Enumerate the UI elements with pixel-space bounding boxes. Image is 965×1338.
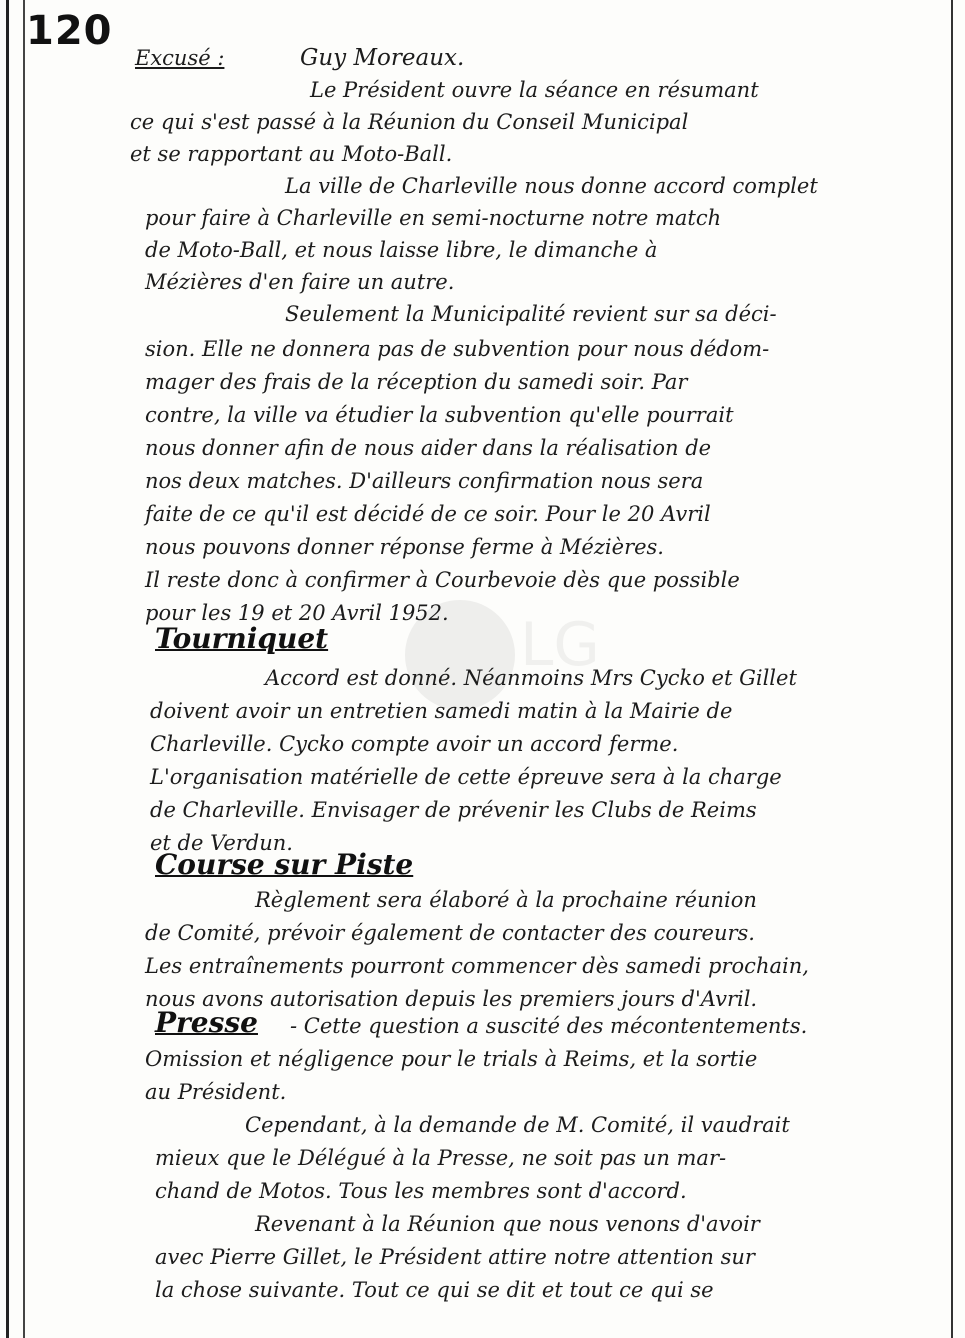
page-number: 120 [26, 8, 113, 54]
text-line: nous pouvons donner réponse ferme à Mézières. [145, 535, 664, 559]
text-line: - Cette question a suscité des mécontentements. [290, 1014, 808, 1038]
text-line: la chose suivante. Tout ce qui se dit et tout ce qui se [155, 1278, 714, 1302]
text-line: Il reste donc à confirmer à Courbevoie dès que possible [145, 568, 740, 592]
text-line: nous donner afin de nous aider dans la réalisation de [145, 436, 712, 460]
text-line: au Président. [145, 1080, 287, 1104]
text-line: mager des frais de la réception du samedi soir. Par [145, 370, 688, 394]
text-line: contre, la ville va étudier la subvention qu'elle pourrait [145, 403, 734, 427]
text-line: Le Président ouvre la séance en résumant [310, 78, 759, 102]
text-line: La ville de Charleville nous donne accord complet [285, 174, 818, 198]
text-line: L'organisation matérielle de cette épreuve sera à la charge [150, 765, 782, 789]
text-line: pour les 19 et 20 Avril 1952. [145, 601, 449, 625]
text-line: sion. Elle ne donnera pas de subvention pour nous dédom- [145, 337, 770, 361]
text-line: et de Verdun. [150, 831, 293, 855]
text-line: Revenant à la Réunion que nous venons d'avoir [255, 1212, 760, 1236]
text-line: nous avons autorisation depuis les premiers jours d'Avril. [145, 987, 758, 1011]
section-title-presse: Presse [155, 1006, 258, 1039]
text-line: Accord est donné. Néanmoins Mrs Cycko et Gillet [265, 666, 797, 690]
watermark-text: LG [520, 610, 600, 680]
text-line: Seulement la Municipalité revient sur sa déci- [285, 302, 777, 326]
excused-label: Excusé : [135, 46, 225, 70]
text-line: nos deux matches. D'ailleurs confirmation nous sera [145, 469, 704, 493]
text-line: avec Pierre Gillet, le Président attire notre attention sur [155, 1245, 755, 1269]
text-line: Les entraînements pourront commencer dès samedi prochain, [145, 954, 809, 978]
text-line: de Comité, prévoir également de contacter des coureurs. [145, 921, 755, 945]
page-binding-right [951, 0, 961, 1338]
text-line: de Moto-Ball, et nous laisse libre, le dimanche à [145, 238, 658, 262]
excused-name: Guy Moreaux. [300, 45, 465, 71]
section-title-tourniquet: Tourniquet [155, 622, 329, 655]
text-line: Mézières d'en faire un autre. [145, 270, 455, 294]
text-line: Cependant, à la demande de M. Comité, il vaudrait [245, 1113, 790, 1137]
text-line: et se rapportant au Moto-Ball. [130, 142, 453, 166]
text-line: faite de ce qu'il est décidé de ce soir. Pour le 20 Avril [145, 502, 711, 526]
section-title-course-sur-piste: Course sur Piste [155, 848, 414, 881]
text-line: Omission et négligence pour le trials à Reims, et la sortie [145, 1047, 758, 1071]
text-line: pour faire à Charleville en semi-nocturne notre match [145, 206, 722, 230]
text-line: de Charleville. Envisager de prévenir les Clubs de Reims [150, 798, 757, 822]
text-line: doivent avoir un entretien samedi matin à la Mairie de [150, 699, 733, 723]
text-line: Règlement sera élaboré à la prochaine réunion [255, 888, 757, 912]
text-line: Charleville. Cycko compte avoir un accord ferme. [150, 732, 679, 756]
text-line: ce qui s'est passé à la Réunion du Conseil Municipal [130, 110, 689, 134]
text-line: mieux que le Délégué à la Presse, ne soit pas un mar- [155, 1146, 727, 1170]
page-binding-left [6, 0, 25, 1338]
text-line: chand de Motos. Tous les membres sont d'accord. [155, 1179, 687, 1203]
